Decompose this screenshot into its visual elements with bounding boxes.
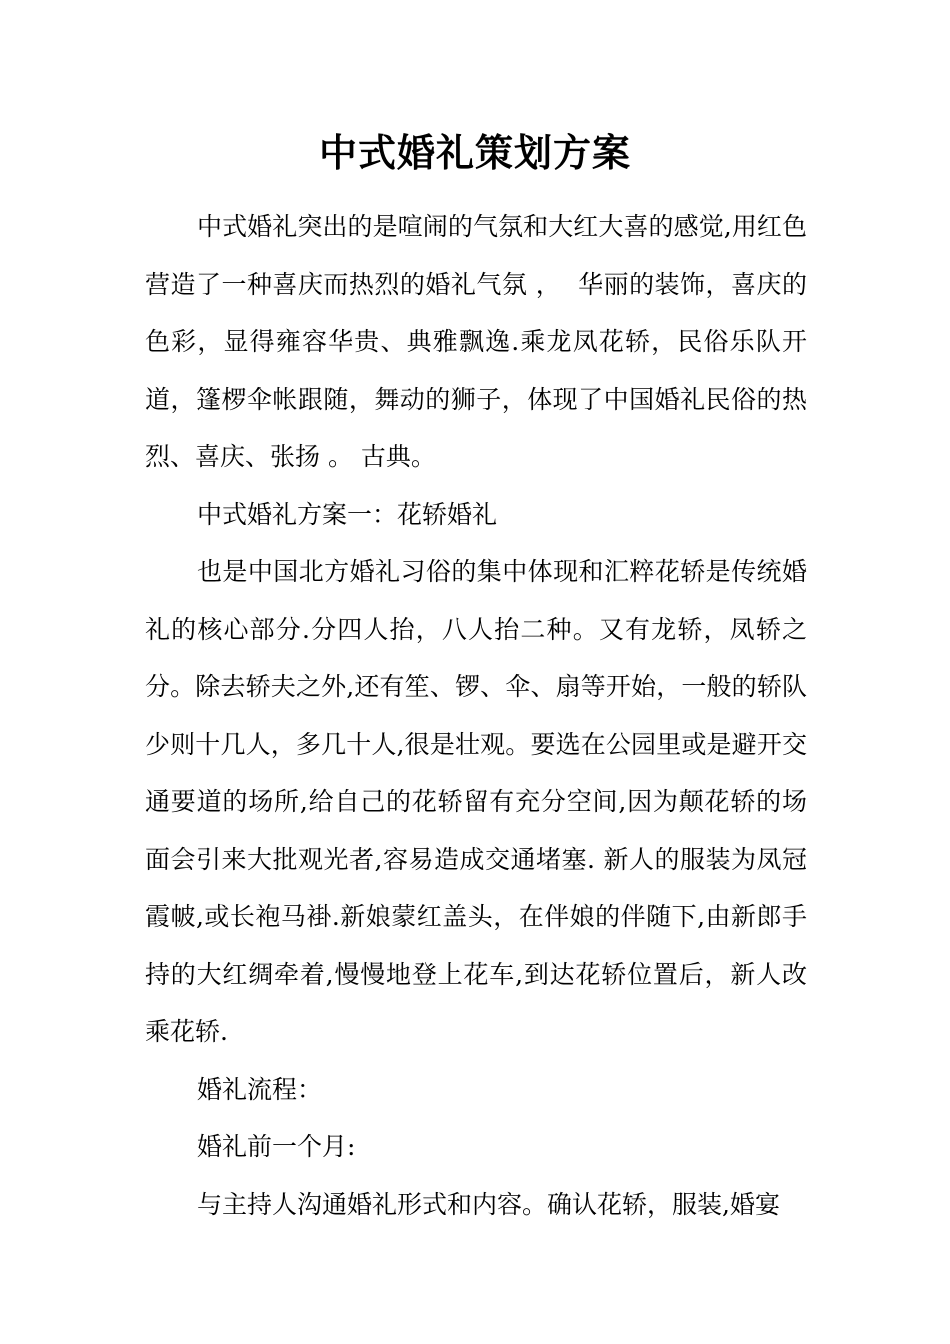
- paragraph-one-month-before: 婚礼前一个月:: [197, 1132, 356, 1161]
- document-title: 中式婚礼策划方案: [318, 130, 631, 175]
- paragraph-intro: 中式婚礼突出的是喧闹的气氛和大红大喜的感觉,用红色营造了一种喜庆而热烈的婚礼气氛 ， 华丽的装饰，喜庆的色彩，显得雍容华贵、典雅飘逸.乘龙凤花轿，民俗乐队开道，篷椤伞帐跟随，舞动的狮子，体现了中国婚礼民俗的热烈、喜庆、张扬 。 古典。: [145, 212, 807, 471]
- document-body: [145, 198, 807, 1233]
- paragraph-process-heading: 婚礼流程：: [197, 1074, 323, 1104]
- paragraph-sedan-chair: 也是中国北方婚礼习俗的集中体现和汇粹花轿是传统婚礼的核心部分.分四人抬，八人抬二种。又有龙轿，凤轿之分。除去轿夫之外,还有笙、锣、伞、扇等开始，一般的轿队少则十几人，多几十人,很是壮观。要选在公园里或是避开交通要道的场所,给自己的花轿留有充分空间,因为颠花轿的场面会引来大批观光者,容易造成交通堵塞. 新人的服装为凤冠霞帔,或长袍马褂.新娘蒙红盖头，在伴娘的伴随下,由新郎手持的大红绸牵着,慢慢地登上花车,到达花轿位置后，新人改乘花轿.: [145, 557, 807, 1046]
- paragraph-host-communication: 与主持人沟通婚礼形式和内容。确认花轿，服装,婚宴: [197, 1189, 780, 1219]
- paragraph-plan-heading: 中式婚礼方案一：花轿婚礼: [197, 499, 498, 529]
